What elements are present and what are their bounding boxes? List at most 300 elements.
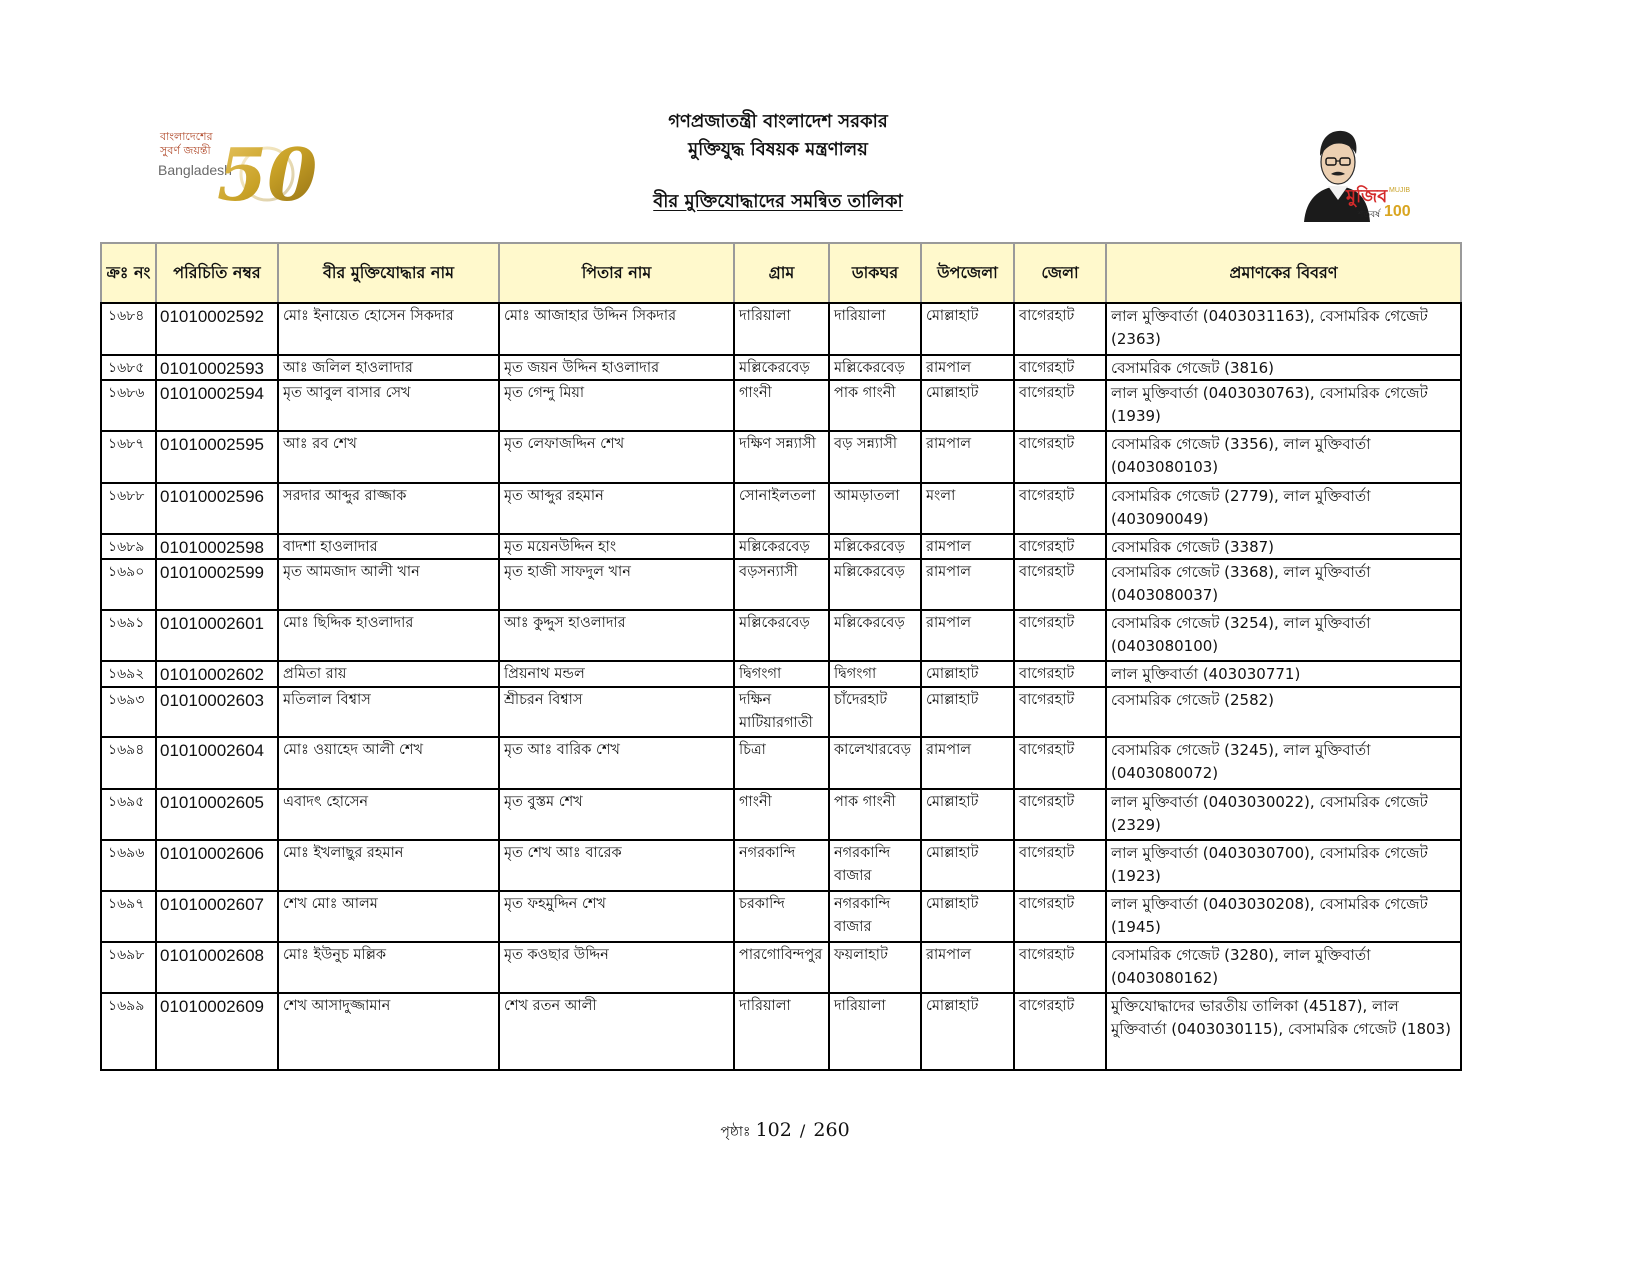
name-cell-text: বাদশা হাওলাদার <box>283 539 378 555</box>
page-label: পৃষ্ঠাঃ <box>720 1124 751 1140</box>
id-cell-text: 01010002592 <box>160 307 265 326</box>
district-cell-text: বাগেরহাট <box>1019 436 1075 452</box>
serial-cell <box>101 610 156 661</box>
district-cell <box>1014 303 1106 355</box>
table-row <box>101 891 1461 942</box>
district-cell <box>1014 661 1106 687</box>
id-cell-text: 01010002599 <box>160 563 265 582</box>
proof-cell <box>1106 789 1461 840</box>
village-cell <box>734 534 829 559</box>
post-office-cell-text: নগরকান্দি বাজার <box>834 845 891 884</box>
district-cell-text: বাগেরহাট <box>1019 308 1075 324</box>
mujib-logo-english: MUJIB <box>1389 187 1410 194</box>
village-cell <box>734 789 829 840</box>
district-cell-text: বাগেরহাট <box>1019 564 1075 580</box>
district-cell <box>1014 610 1106 661</box>
id-cell <box>156 891 278 942</box>
id-cell <box>156 687 278 737</box>
proof-cell <box>1106 993 1461 1070</box>
proof-cell-text: মুক্তিযোদ্ধাদের ভারতীয় তালিকা (45187), লাল মুক্তিবার্তা (0403030115), বেসামরিক গেজেট (1803) <box>1111 997 1451 1038</box>
village-cell-text: চরকান্দি <box>739 896 785 912</box>
district-cell-text: বাগেরহাট <box>1019 488 1075 504</box>
upazila-cell-text: মোল্লাহাট <box>926 666 979 682</box>
father-name-cell <box>499 380 734 431</box>
name-cell <box>278 610 499 661</box>
serial-cell <box>101 789 156 840</box>
proof-cell-text: বেসামরিক গেজেট (2779), লাল মুক্তিবার্তা (403090049) <box>1111 487 1371 528</box>
father-name-cell-text: মৃত কওছার উদ্দিন <box>504 947 609 963</box>
father-name-cell <box>499 559 734 610</box>
name-cell-text: মতিলাল বিশ্বাস <box>283 692 371 708</box>
serial-cell-text: ১৬৮৬ <box>108 385 145 401</box>
table-row <box>101 483 1461 534</box>
serial-cell <box>101 942 156 993</box>
post-office-cell <box>829 737 921 789</box>
village-cell <box>734 737 829 789</box>
name-cell-text: মোঃ ইউনুচ মল্লিক <box>283 947 387 963</box>
upazila-cell-text: মোল্লাহাট <box>926 692 979 708</box>
serial-cell-text: ১৬৮৮ <box>108 488 145 504</box>
village-cell-text: দারিয়ালা <box>739 308 791 324</box>
serial-cell <box>101 687 156 737</box>
district-cell <box>1014 687 1106 737</box>
id-cell-text: 01010002608 <box>160 946 265 965</box>
serial-cell-text: ১৬৮৫ <box>108 360 145 376</box>
name-cell-text: মোঃ ছিদ্দিক হাওলাদার <box>283 615 414 631</box>
proof-cell <box>1106 737 1461 789</box>
district-cell <box>1014 534 1106 559</box>
father-name-cell-text: মৃত শেখ আঃ বারেক <box>504 845 622 861</box>
proof-cell <box>1106 559 1461 610</box>
district-cell-text: বাগেরহাট <box>1019 845 1075 861</box>
upazila-cell <box>921 559 1014 610</box>
district-cell-text: বাগেরহাট <box>1019 385 1075 401</box>
father-name-cell <box>499 942 734 993</box>
id-cell-text: 01010002609 <box>160 997 265 1016</box>
table-row <box>101 355 1461 380</box>
id-cell-text: 01010002605 <box>160 793 265 812</box>
column-header-serial: ক্রঃ নং <box>101 243 156 303</box>
table-row <box>101 610 1461 661</box>
id-cell-text: 01010002593 <box>160 359 265 378</box>
village-cell-text: মল্লিকেরবেড় <box>739 360 810 376</box>
post-office-cell <box>829 942 921 993</box>
village-cell-text: দক্ষিণ সন্ন্যাসী <box>739 436 816 452</box>
proof-cell-text: লাল মুক্তিবার্তা (0403030022), বেসামরিক গেজেট (2329) <box>1111 793 1428 834</box>
table-row <box>101 993 1461 1070</box>
father-name-cell <box>499 355 734 380</box>
name-cell <box>278 661 499 687</box>
name-cell <box>278 993 499 1070</box>
post-office-cell-text: মল্লিকেরবেড় <box>834 539 905 555</box>
father-name-cell <box>499 891 734 942</box>
village-cell <box>734 891 829 942</box>
serial-cell <box>101 661 156 687</box>
post-office-cell <box>829 993 921 1070</box>
proof-cell <box>1106 840 1461 891</box>
serial-cell <box>101 993 156 1070</box>
id-cell-text: 01010002607 <box>160 895 265 914</box>
serial-cell-text: ১৬৯৬ <box>108 845 145 861</box>
village-cell-text: মল্লিকেরবেড় <box>739 539 810 555</box>
name-cell <box>278 380 499 431</box>
upazila-cell <box>921 534 1014 559</box>
district-cell-text: বাগেরহাট <box>1019 794 1075 810</box>
district-cell-text: বাগেরহাট <box>1019 539 1075 555</box>
ministry-title: মুক্তিযুদ্ধ বিষয়ক মন্ত্রণালয় <box>688 139 868 160</box>
upazila-cell <box>921 661 1014 687</box>
proof-cell-text: বেসামরিক গেজেট (3387) <box>1111 538 1275 556</box>
father-name-cell <box>499 610 734 661</box>
serial-cell <box>101 303 156 355</box>
proof-cell-text: বেসামরিক গেজেট (3245), লাল মুক্তিবার্তা (0403080072) <box>1111 741 1371 782</box>
serial-cell <box>101 840 156 891</box>
serial-cell <box>101 534 156 559</box>
proof-cell <box>1106 610 1461 661</box>
proof-cell <box>1106 891 1461 942</box>
post-office-cell <box>829 840 921 891</box>
post-office-cell <box>829 303 921 355</box>
name-cell <box>278 559 499 610</box>
district-cell <box>1014 380 1106 431</box>
proof-cell <box>1106 942 1461 993</box>
post-office-cell <box>829 789 921 840</box>
village-cell-text: দক্ষিন মাটিয়ারগাতী <box>739 692 813 731</box>
government-title: গণপ্রজাতন্ত্রী বাংলাদেশ সরকার <box>668 111 888 132</box>
post-office-cell-text: মল্লিকেরবেড় <box>834 360 905 376</box>
father-name-cell-text: মৃত ফহমুদ্দিন শেখ <box>504 896 606 912</box>
village-cell <box>734 303 829 355</box>
serial-cell-text: ১৬৮৭ <box>108 436 145 452</box>
id-cell <box>156 380 278 431</box>
proof-cell-text: বেসামরিক গেজেট (3280), লাল মুক্তিবার্তা (0403080162) <box>1111 946 1371 987</box>
post-office-cell <box>829 355 921 380</box>
name-cell-text: মোঃ ওয়াহেদ আলী শেখ <box>283 742 424 758</box>
id-cell-text: 01010002595 <box>160 435 265 454</box>
serial-cell-text: ১৬৯৩ <box>108 692 145 708</box>
upazila-cell <box>921 942 1014 993</box>
post-office-cell <box>829 559 921 610</box>
father-name-cell-text: মৃত বুস্তম শেখ <box>504 794 583 810</box>
total-pages: 260 <box>813 1119 850 1141</box>
district-cell <box>1014 942 1106 993</box>
name-cell <box>278 483 499 534</box>
post-office-cell <box>829 431 921 483</box>
district-cell-text: বাগেরহাট <box>1019 947 1075 963</box>
serial-cell-text: ১৬৮৯ <box>108 539 145 555</box>
post-office-cell <box>829 610 921 661</box>
father-name-cell <box>499 840 734 891</box>
village-cell <box>734 610 829 661</box>
post-office-cell-text: নগরকান্দি বাজার <box>834 896 891 935</box>
father-name-cell-text: শেখ রতন আলী <box>504 998 597 1014</box>
id-cell <box>156 483 278 534</box>
upazila-cell <box>921 993 1014 1070</box>
proof-cell-text: বেসামরিক গেজেট (3254), লাল মুক্তিবার্তা (0403080100) <box>1111 614 1371 655</box>
district-cell <box>1014 355 1106 380</box>
post-office-cell-text: পাক গাংনী <box>834 385 896 401</box>
id-cell <box>156 303 278 355</box>
name-cell-text: আঃ রব শেখ <box>283 436 357 452</box>
id-cell <box>156 559 278 610</box>
proof-cell <box>1106 303 1461 355</box>
proof-cell-text: লাল মুক্তিবার্তা (0403030763), বেসামরিক গেজেট (1939) <box>1111 384 1428 425</box>
upazila-cell <box>921 431 1014 483</box>
name-cell <box>278 891 499 942</box>
post-office-cell-text: দ্বিগংগা <box>834 666 877 682</box>
father-name-cell <box>499 993 734 1070</box>
village-cell <box>734 661 829 687</box>
proof-cell <box>1106 534 1461 559</box>
district-cell-text: বাগেরহাট <box>1019 742 1075 758</box>
proof-cell-text: লাল মুক্তিবার্তা (403030771) <box>1111 665 1301 683</box>
post-office-cell-text: ফয়লাহাট <box>834 947 888 963</box>
name-cell-text: মোঃ ইখলাছুর রহমান <box>283 845 404 861</box>
column-header-district: জেলা <box>1014 243 1106 303</box>
proof-cell-text: লাল মুক্তিবার্তা (0403031163), বেসামরিক গেজেট (2363) <box>1111 307 1428 348</box>
district-cell <box>1014 737 1106 789</box>
id-cell <box>156 661 278 687</box>
village-cell-text: বড়সন্যাসী <box>739 564 798 580</box>
column-header-post-office: ডাকঘর <box>829 243 921 303</box>
name-cell-text: প্রমিতা রায় <box>283 666 347 682</box>
proof-cell-text: লাল মুক্তিবার্তা (0403030700), বেসামরিক গেজেট (1923) <box>1111 844 1428 885</box>
serial-cell <box>101 737 156 789</box>
proof-cell <box>1106 687 1461 737</box>
name-cell <box>278 534 499 559</box>
id-cell <box>156 355 278 380</box>
father-name-cell-text: মোঃ আজাহার উদ্দিন সিকদার <box>504 308 677 324</box>
upazila-cell <box>921 737 1014 789</box>
name-cell-text: শেখ আসাদুজ্জামান <box>283 998 391 1014</box>
post-office-cell-text: দারিয়ালা <box>834 308 886 324</box>
proof-cell-text: বেসামরিক গেজেট (3368), লাল মুক্তিবার্তা (0403080037) <box>1111 563 1371 604</box>
post-office-cell-text: মল্লিকেরবেড় <box>834 615 905 631</box>
name-cell-text: মৃত আবুল বাসার সেখ <box>283 385 411 401</box>
upazila-cell-text: রামপাল <box>926 436 972 452</box>
upazila-cell-text: মোল্লাহাট <box>926 845 979 861</box>
upazila-cell-text: মোল্লাহাট <box>926 385 979 401</box>
village-cell <box>734 559 829 610</box>
district-cell-text: বাগেরহাট <box>1019 615 1075 631</box>
serial-cell-text: ১৬৯০ <box>108 564 145 580</box>
upazila-cell <box>921 789 1014 840</box>
serial-cell <box>101 431 156 483</box>
post-office-cell-text: পাক গাংনী <box>834 794 896 810</box>
freedom-fighters-table <box>100 242 1462 1071</box>
father-name-cell <box>499 687 734 737</box>
district-cell-text: বাগেরহাট <box>1019 896 1075 912</box>
upazila-cell <box>921 380 1014 431</box>
proof-cell <box>1106 431 1461 483</box>
name-cell <box>278 789 499 840</box>
id-cell-text: 01010002594 <box>160 384 265 403</box>
mujib-logo-bangla: মুজিব <box>1346 186 1388 207</box>
district-cell <box>1014 431 1106 483</box>
portrait-illustration <box>1304 131 1370 222</box>
id-cell <box>156 789 278 840</box>
logo-bangla-line1: বাংলাদেশের <box>160 130 213 143</box>
serial-cell <box>101 355 156 380</box>
id-cell <box>156 737 278 789</box>
name-cell-text: মোঃ ইনায়েত হোসেন সিকদার <box>283 308 454 324</box>
logo-english-text: Bangladesh <box>158 162 232 178</box>
village-cell-text: দ্বিগংগা <box>739 666 782 682</box>
village-cell-text: গাংনী <box>739 385 772 401</box>
current-page: 102 <box>755 1119 792 1141</box>
post-office-cell-text: কালেখারবেড় <box>834 742 911 758</box>
upazila-cell-text: রামপাল <box>926 615 972 631</box>
village-cell <box>734 380 829 431</box>
id-cell-text: 01010002601 <box>160 614 265 633</box>
serial-cell-text: ১৬৯১ <box>108 615 145 631</box>
id-cell-text: 01010002606 <box>160 844 265 863</box>
serial-cell <box>101 483 156 534</box>
serial-cell <box>101 891 156 942</box>
serial-cell-text: ১৬৯২ <box>108 666 145 682</box>
district-cell-text: বাগেরহাট <box>1019 666 1075 682</box>
serial-cell-text: ১৬৮৪ <box>108 308 145 324</box>
father-name-cell <box>499 534 734 559</box>
name-cell-text: আঃ জলিল হাওলাদার <box>283 360 413 376</box>
column-header-name: বীর মুক্তিযোদ্ধার নাম <box>278 243 499 303</box>
village-cell <box>734 993 829 1070</box>
district-cell <box>1014 483 1106 534</box>
table-body <box>101 303 1461 1070</box>
village-cell <box>734 687 829 737</box>
mujib-logo-sub: শতবর্ষ <box>1358 210 1381 220</box>
father-name-cell-text: মৃত আব্দুর রহমান <box>504 488 604 504</box>
district-cell-text: বাগেরহাট <box>1019 360 1075 376</box>
village-cell <box>734 840 829 891</box>
upazila-cell-text: রামপাল <box>926 564 972 580</box>
id-cell <box>156 993 278 1070</box>
logo-bangla-line2: সুবর্ণ জয়ন্তী <box>160 144 211 157</box>
name-cell <box>278 303 499 355</box>
name-cell-text: শেখ মোঃ আলম <box>283 896 378 912</box>
name-cell <box>278 840 499 891</box>
father-name-cell-text: প্রিয়নাথ মন্ডল <box>504 666 585 682</box>
village-cell-text: সোনাইলতলা <box>739 488 816 504</box>
id-cell <box>156 534 278 559</box>
district-cell <box>1014 993 1106 1070</box>
id-cell-text: 01010002596 <box>160 487 265 506</box>
father-name-cell <box>499 661 734 687</box>
post-office-cell <box>829 534 921 559</box>
village-cell <box>734 483 829 534</box>
id-cell <box>156 942 278 993</box>
father-name-cell <box>499 483 734 534</box>
father-name-cell-text: মৃত জয়ন উদ্দিন হাওলাদার <box>504 360 660 376</box>
father-name-cell-text: মৃত আঃ বারিক শেখ <box>504 742 620 758</box>
proof-cell <box>1106 380 1461 431</box>
district-cell <box>1014 840 1106 891</box>
post-office-cell-text: দারিয়ালা <box>834 998 886 1014</box>
father-name-cell-text: মৃত গেন্দু মিয়া <box>504 385 585 401</box>
name-cell <box>278 942 499 993</box>
father-name-cell <box>499 303 734 355</box>
village-cell-text: নগরকান্দি <box>739 845 796 861</box>
table-row <box>101 661 1461 687</box>
mujib-centenary-logo <box>1298 122 1414 222</box>
post-office-cell-text: বড় সন্ন্যাসী <box>834 436 898 452</box>
upazila-cell-text: রামপাল <box>926 360 972 376</box>
village-cell <box>734 355 829 380</box>
upazila-cell-text: রামপাল <box>926 947 972 963</box>
table-row <box>101 789 1461 840</box>
district-cell-text: বাগেরহাট <box>1019 998 1075 1014</box>
father-name-cell-text: মৃত হাজী সাফদুল খান <box>504 564 631 580</box>
village-cell-text: পারগোবিন্দপুর <box>739 947 823 963</box>
post-office-cell <box>829 687 921 737</box>
table-row <box>101 380 1461 431</box>
district-cell-text: বাগেরহাট <box>1019 692 1075 708</box>
table-row <box>101 559 1461 610</box>
proof-cell <box>1106 661 1461 687</box>
father-name-cell <box>499 431 734 483</box>
column-header-father: পিতার নাম <box>499 243 734 303</box>
upazila-cell <box>921 840 1014 891</box>
post-office-cell-text: আমড়াতলা <box>834 488 900 504</box>
village-cell-text: দারিয়ালা <box>739 998 791 1014</box>
village-cell-text: গাংনী <box>739 794 772 810</box>
id-cell <box>156 840 278 891</box>
post-office-cell <box>829 380 921 431</box>
father-name-cell <box>499 789 734 840</box>
serial-cell-text: ১৬৯৯ <box>108 998 145 1014</box>
id-cell <box>156 431 278 483</box>
table-row <box>101 942 1461 993</box>
upazila-cell-text: মংলা <box>926 488 956 504</box>
column-header-id: পরিচিতি নম্বর <box>156 243 278 303</box>
name-cell <box>278 737 499 789</box>
id-cell <box>156 610 278 661</box>
post-office-cell <box>829 661 921 687</box>
table-row <box>101 840 1461 891</box>
serial-cell-text: ১৬৯৫ <box>108 794 145 810</box>
proof-cell <box>1106 483 1461 534</box>
upazila-cell <box>921 303 1014 355</box>
village-cell <box>734 942 829 993</box>
father-name-cell-text: শ্রীচরন বিশ্বাস <box>504 692 583 708</box>
proof-cell-text: লাল মুক্তিবার্তা (0403030208), বেসামরিক গেজেট (1945) <box>1111 895 1428 936</box>
table-row <box>101 303 1461 355</box>
upazila-cell-text: মোল্লাহাট <box>926 896 979 912</box>
column-header-village: গ্রাম <box>734 243 829 303</box>
logo-jubilee-number: 50 <box>217 132 318 217</box>
upazila-cell-text: মোল্লাহাট <box>926 998 979 1014</box>
post-office-cell <box>829 891 921 942</box>
name-cell <box>278 687 499 737</box>
serial-cell-text: ১৬৯৪ <box>108 742 145 758</box>
proof-cell <box>1106 355 1461 380</box>
table-row <box>101 687 1461 737</box>
upazila-cell <box>921 687 1014 737</box>
serial-cell <box>101 559 156 610</box>
serial-cell-text: ১৬৯৮ <box>108 947 145 963</box>
father-name-cell-text: আঃ কুদ্দুস হাওলাদার <box>504 615 626 631</box>
name-cell-text: সরদার আব্দুর রাজ্জাক <box>283 488 407 504</box>
column-header-proof: প্রমাণকের বিবরণ <box>1106 243 1461 303</box>
serial-cell <box>101 380 156 431</box>
upazila-cell <box>921 355 1014 380</box>
proof-cell-text: বেসামরিক গেজেট (3816) <box>1111 359 1275 377</box>
upazila-cell <box>921 610 1014 661</box>
name-cell-text: এবাদৎ হোসেন <box>283 794 369 810</box>
id-cell-text: 01010002598 <box>160 538 265 557</box>
name-cell <box>278 431 499 483</box>
id-cell-text: 01010002602 <box>160 665 265 684</box>
